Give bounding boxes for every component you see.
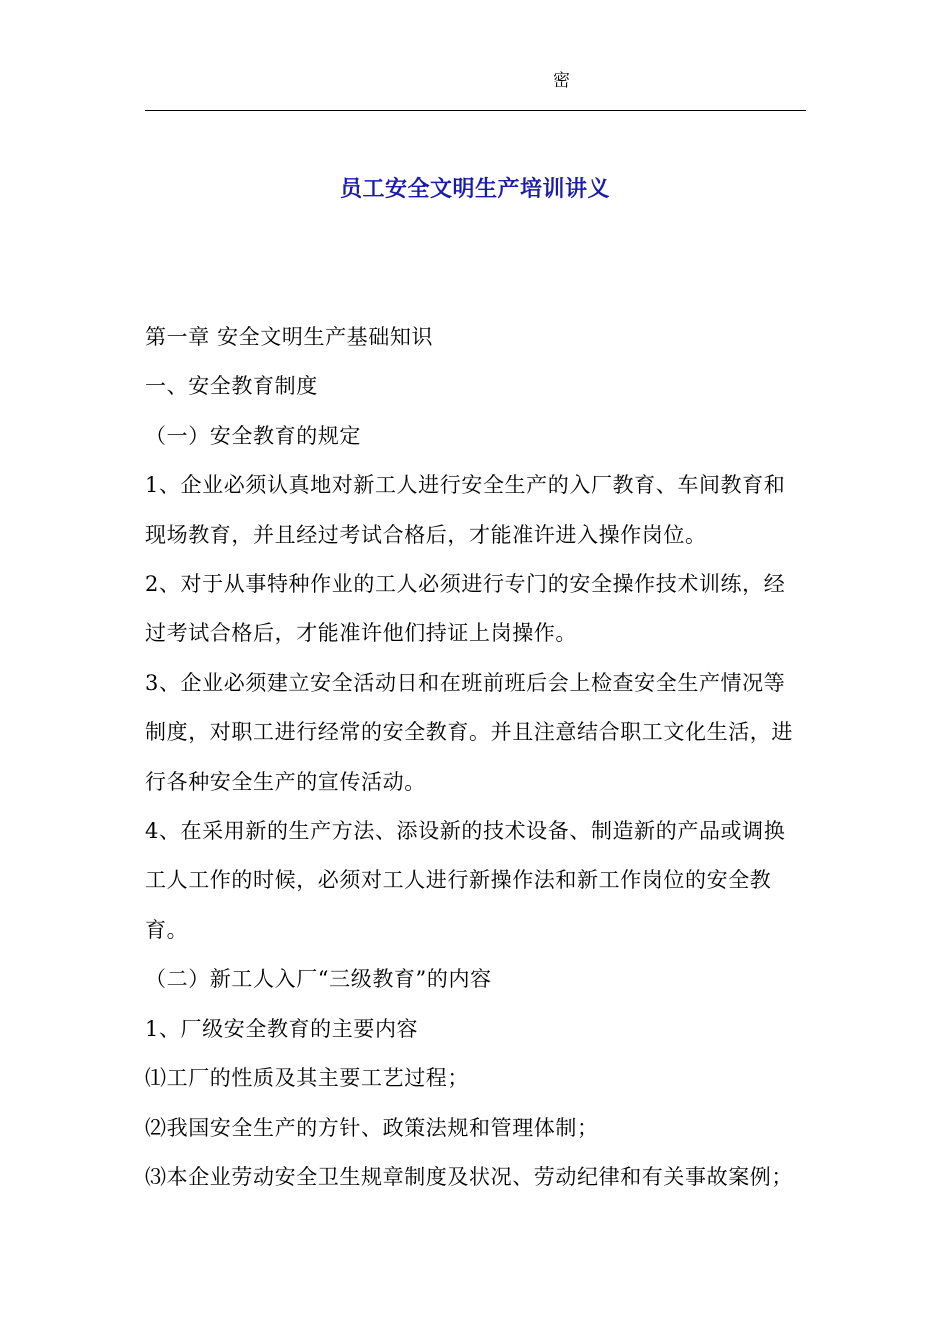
paragraph-line: 3、企业必须建立安全活动日和在班前班后会上检查安全生产情况等	[145, 670, 786, 695]
list-item: ⑶本企业劳动安全卫生规章制度及状况、劳动纪律和有关事故案例；	[145, 1164, 793, 1189]
confidential-mark: 密	[553, 71, 570, 91]
section-heading: 一、安全教育制度	[145, 374, 318, 399]
document-body	[145, 313, 810, 1202]
paragraph-line: 2、对于从事特种作业的工人必须进行专门的安全操作技术训练，经	[145, 572, 786, 597]
document-title: 员工安全文明生产培训讲义	[339, 176, 610, 202]
paragraph-line: 4、在采用新的生产方法、添设新的技术设备、制造新的产品或调换	[145, 819, 786, 844]
list-item: ⑵我国安全生产的方针、政策法规和管理体制；	[145, 1115, 599, 1140]
subsection-heading: （一）安全教育的规定	[145, 423, 361, 448]
list-item: ⑴工厂的性质及其主要工艺过程；	[145, 1066, 469, 1091]
paragraph-line: 1、企业必须认真地对新工人进行安全生产的入厂教育、车间教育和	[145, 473, 786, 498]
paragraph-line: 育。	[145, 917, 189, 942]
header-divider	[145, 110, 806, 111]
chapter-heading: 第一章 安全文明生产基础知识	[145, 325, 434, 349]
paragraph-line: 行各种安全生产的宣传活动。	[145, 769, 426, 794]
item-heading: 1、厂级安全教育的主要内容	[145, 1016, 419, 1041]
paragraph-line: 工人工作的时候，必须对工人进行新操作法和新工作岗位的安全教	[145, 868, 772, 893]
subsection-heading: （二）新工人入厂“三级教育”的内容	[145, 967, 492, 992]
paragraph-line: 现场教育，并且经过考试合格后，才能准许进入操作岗位。	[145, 522, 707, 547]
paragraph-line: 过考试合格后，才能准许他们持证上岗操作。	[145, 621, 577, 646]
paragraph-line: 制度，对职工进行经常的安全教育。并且注意结合职工文化生活，进	[145, 720, 793, 745]
